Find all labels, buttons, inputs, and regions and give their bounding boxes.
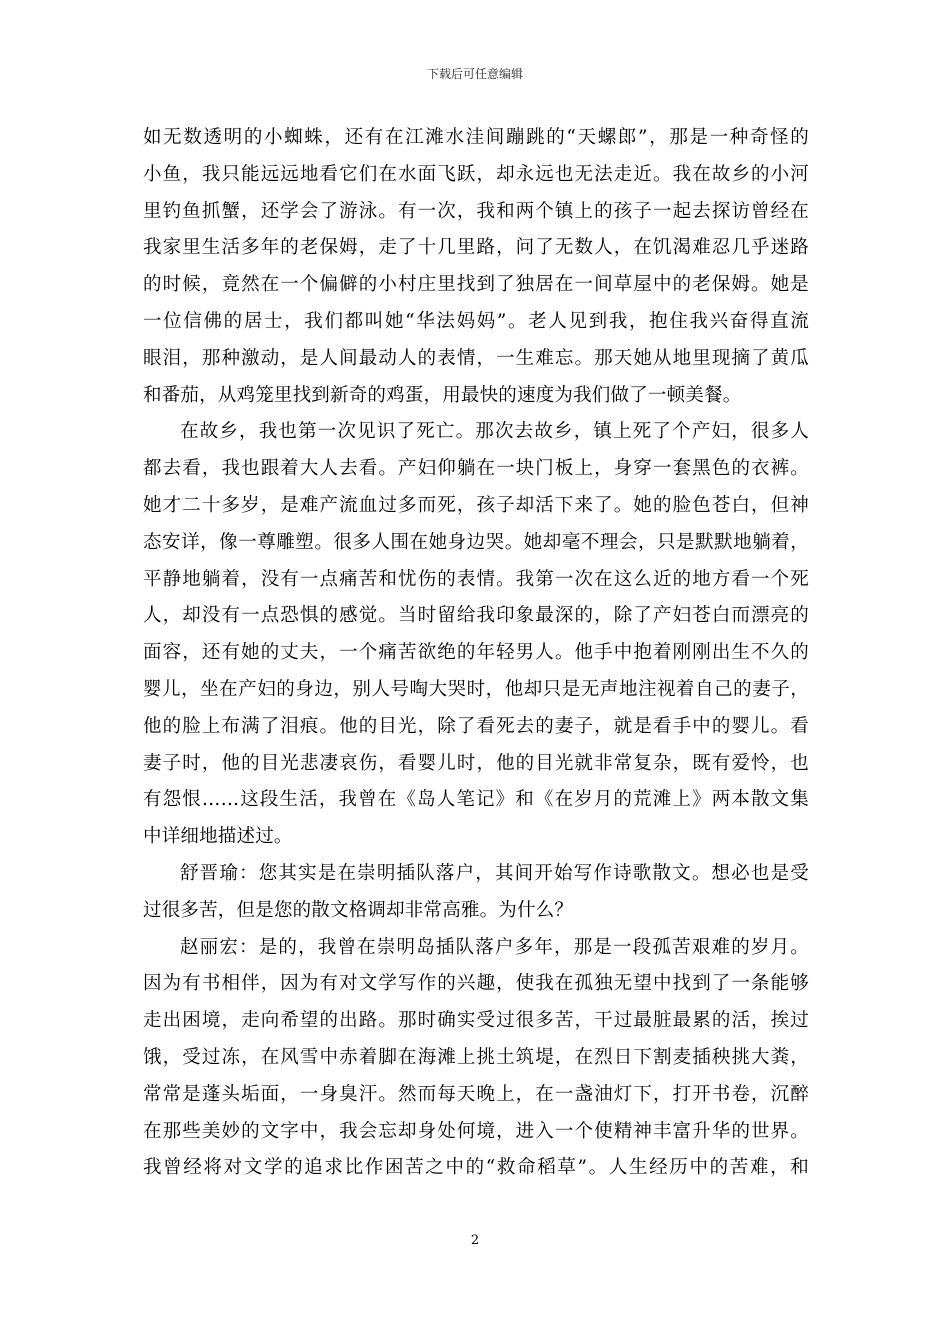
text-line: 人，却没有一点恐惧的感觉。当时留给我印象最深的，除了产妇苍白而漂亮的 bbox=[143, 605, 809, 627]
text-line: 态安详，像一尊雕塑。很多人围在她身边哭。她却毫不理会，只是默默地躺着， bbox=[143, 531, 809, 553]
text-line: 眼泪，那种激动，是人间最动人的表情，一生难忘。那天她从地里现摘了黄瓜 bbox=[143, 347, 809, 369]
text-line: 饿，受过冻，在风雪中赤着脚在海滩上挑土筑堤，在烈日下割麦插秧挑大粪， bbox=[143, 1046, 809, 1068]
page-number: 2 bbox=[470, 1233, 480, 1248]
text-line: 都去看，我也跟着大人去看。产妇仰躺在一块门板上，身穿一套黑色的衣裤。 bbox=[143, 458, 809, 480]
text-line: 小鱼，我只能远远地看它们在水面飞跃，却永远也无法走近。我在故乡的小河 bbox=[143, 163, 809, 185]
text-line: 常常是蓬头垢面，一身臭汗。然而每天晚上，在一盏油灯下，打开书卷，沉醉 bbox=[143, 1083, 809, 1105]
text-line: 过很多苦，但是您的散文格调却非常高雅。为什么？ bbox=[143, 899, 574, 921]
text-line: 的时候，竟然在一个偏僻的小村庄里找到了独居在一间草屋中的老保姆。她是 bbox=[143, 274, 809, 296]
text-line: 舒晋瑜：您其实是在崇明插队落户，其间开始写作诗歌散文。想必也是受 bbox=[180, 862, 809, 884]
text-line: 里钓鱼抓蟹，还学会了游泳。有一次，我和两个镇上的孩子一起去探访曾经在 bbox=[143, 200, 809, 222]
text-line: 因为有书相伴，因为有对文学写作的兴趣，使我在孤独无望中找到了一条能够 bbox=[143, 973, 809, 995]
text-line: 中详细地描述过。 bbox=[143, 826, 293, 848]
text-line: 在那些美妙的文字中，我会忘却身处何境，进入一个使精神丰富升华的世界。 bbox=[143, 1120, 809, 1142]
text-line: 平静地躺着，没有一点痛苦和忧伤的表情。我第一次在这么近的地方看一个死 bbox=[143, 568, 809, 590]
text-line: 妻子时，他的目光悲凄哀伤，看婴儿时，他的目光就非常复杂，既有爱怜，也 bbox=[143, 752, 809, 774]
text-line: 在故乡，我也第一次见识了死亡。那次去故乡，镇上死了个产妇，很多人 bbox=[180, 421, 809, 443]
text-line: 走出困境，走向希望的出路。那时确实受过很多苦，干过最脏最累的活，挨过 bbox=[143, 1010, 809, 1032]
text-line: 她才二十多岁，是难产流血过多而死，孩子却活下来了。她的脸色苍白，但神 bbox=[143, 494, 809, 516]
paragraph bbox=[143, 120, 809, 414]
text-line: 有怨恨……这段生活，我曾在《岛人笔记》和《在岁月的荒滩上》两本散文集 bbox=[143, 789, 809, 811]
document-body bbox=[143, 120, 809, 1187]
text-line: 我曾经将对文学的追求比作困苦之中的“救命稻草”。人生经历中的苦难，和 bbox=[143, 1157, 809, 1179]
paragraph bbox=[143, 930, 809, 1188]
text-line: 和番茄，从鸡笼里找到新奇的鸡蛋，用最快的速度为我们做了一顿美餐。 bbox=[143, 384, 742, 406]
paragraph bbox=[143, 856, 809, 930]
text-line: 面容，还有她的丈夫，一个痛苦欲绝的年轻男人。他手中抱着刚刚出生不久的 bbox=[143, 642, 809, 664]
text-line: 他的脸上布满了泪痕。他的目光，除了看死去的妻子，就是看手中的婴儿。看 bbox=[143, 715, 809, 737]
paragraph bbox=[143, 414, 809, 856]
text-line: 如无数透明的小蜘蛛，还有在江滩水洼间蹦跳的“天螺郎”，那是一种奇怪的 bbox=[143, 127, 809, 148]
text-line: 赵丽宏：是的，我曾在崇明岛插队落户多年，那是一段孤苦艰难的岁月。 bbox=[180, 936, 809, 958]
text-line: 一位信佛的居士，我们都叫她“华法妈妈”。老人见到我，抱住我兴奋得直流 bbox=[143, 310, 809, 332]
text-line: 我家里生活多年的老保姆，走了十几里路，问了无数人，在饥渴难忍几乎迷路 bbox=[143, 237, 809, 259]
text-line: 婴儿，坐在产妇的身边，别人号啕大哭时，他却只是无声地注视着自己的妻子， bbox=[143, 678, 809, 700]
page-header: 下载后可任意编辑 bbox=[426, 67, 523, 81]
